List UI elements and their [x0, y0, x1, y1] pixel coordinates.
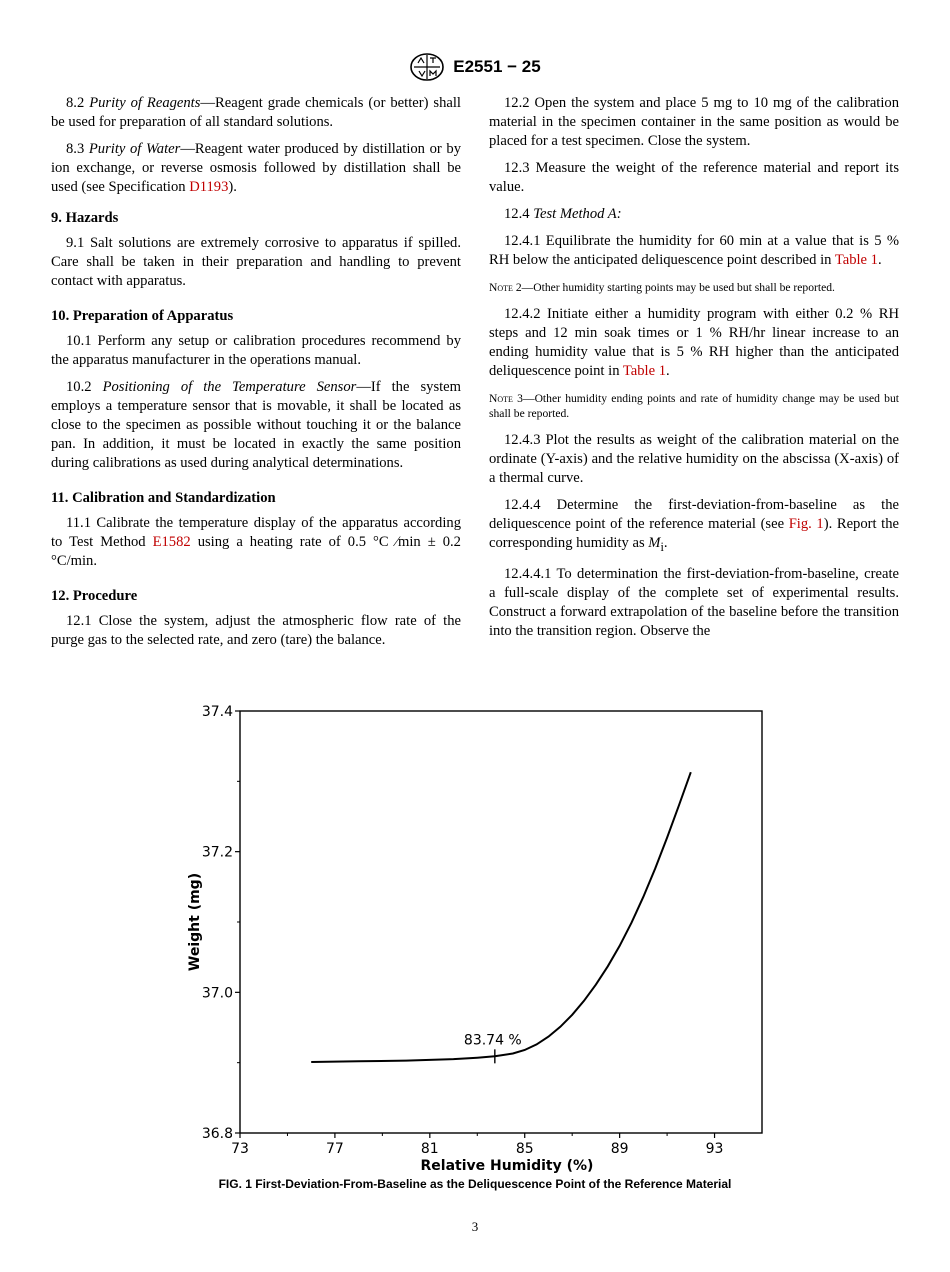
- link-e1582[interactable]: E1582: [152, 534, 191, 550]
- left-column: [51, 94, 461, 658]
- x-tick-label: 73: [231, 1141, 249, 1157]
- weight-humidity-chart: [175, 700, 775, 1175]
- weight-curve: [311, 772, 691, 1062]
- x-tick-label: 85: [515, 1141, 534, 1157]
- section-12-4-1: 12.4.1 Equilibrate the humidity for 60 min at a value that is 5 % RH below the anticipated deliquescence point described in Table 1.: [489, 233, 899, 268]
- y-axis-label: Weight (mg): [187, 872, 203, 972]
- section-8-2: 8.2 Purity of Reagents—Reagent grade chemicals (or better) shall be used for preparation of all standard solutions.: [51, 95, 461, 130]
- section-12-4-3: 12.4.3 Plot the results as weight of the calibration material on the ordinate (Y-axis) and the relative humidity on the abscissa (X-axis) of a thermal curve.: [489, 432, 899, 486]
- link-fig-1[interactable]: Fig. 1: [788, 516, 824, 532]
- figure-1: [175, 700, 775, 1175]
- y-tick-label: 37.0: [201, 985, 233, 1002]
- x-tick-label: 77: [325, 1141, 344, 1157]
- section-10-2: 10.2 Positioning of the Temperature Sensor—If the system employs a temperature sensor that is movable, it shall be located as close to the specimen as possible without touching it or the balance pan. In addition, it must be located in exactly the same position during calibrations as used during analytical determinations.: [51, 379, 462, 471]
- astm-logo-icon: [409, 52, 445, 82]
- page-header: [0, 52, 950, 82]
- heading-procedure: 12. Procedure: [51, 588, 138, 604]
- x-tick-label: 81: [420, 1141, 439, 1157]
- x-tick-label: 89: [610, 1141, 629, 1157]
- x-tick-label: 93: [705, 1141, 724, 1157]
- y-tick-label: 37.4: [201, 704, 233, 720]
- section-11-1: 11.1 Calibrate the temperature display of the apparatus according to Test Method E1582 using a heating rate of 0.5 °C ⁄min ± 0.2 °C/min.: [51, 515, 461, 569]
- note-2: Note 2—Other humidity starting points may be used but shall be reported.: [489, 281, 835, 294]
- heading-hazards: 9. Hazards: [51, 210, 119, 226]
- section-12-1: 12.1 Close the system, adjust the atmospheric flow rate of the purge gas to the selected rate, and zero (tare) the balance.: [51, 613, 461, 648]
- x-axis-ticks: [231, 1133, 723, 1157]
- x-axis-label: Relative Humidity (%): [420, 1158, 594, 1174]
- document-code: E2551 − 25: [453, 57, 541, 76]
- section-12-4-4: 12.4.4 Determine the first-deviation-from-baseline as the deliquescence point of the reference material (see Fig. 1). Report the corresponding humidity as $M_i$.: [489, 497, 900, 554]
- heading-preparation: 10. Preparation of Apparatus: [51, 308, 234, 324]
- section-9-1: 9.1 Salt solutions are extremely corrosive to apparatus if spilled. Care shall be taken in their preparation and handling to prevent contact with apparatus.: [51, 235, 461, 289]
- page-number: 3: [471, 1219, 479, 1234]
- section-12-4: 12.4 Test Method A:: [504, 206, 622, 222]
- note-3: Note 3—Other humidity ending points and rate of humidity change may be used but shall be reported.: [489, 392, 899, 420]
- figure-caption: FIG. 1 First-Deviation-From-Baseline as the Deliquescence Point of the Reference Material: [218, 1177, 732, 1191]
- right-column: [489, 94, 899, 649]
- heading-calibration: 11. Calibration and Standardization: [51, 490, 276, 506]
- section-12-4-4-1: 12.4.4.1 To determination the first-deviation-from-baseline, create a full-scale display of the complete set of experimental results. Construct a forward extrapolation of the baseline before the transition into the transition region. Observe the: [489, 565, 899, 639]
- section-12-3: 12.3 Measure the weight of the reference material and report its value.: [489, 160, 899, 195]
- section-10-1: 10.1 Perform any setup or calibration procedures recommend by the apparatus manufacturer in the operations manual.: [51, 333, 461, 368]
- link-table-1[interactable]: Table 1: [834, 252, 878, 268]
- link-table-1-b[interactable]: Table 1: [622, 363, 667, 379]
- deviation-label: 83.74 %: [463, 1032, 522, 1049]
- link-d1193[interactable]: D1193: [189, 179, 229, 195]
- section-12-4-2: 12.4.2 Initiate either a humidity program with either 0.2 % RH steps and 12 min soak times or 1 % RH/hr linear increase to an ending humidity value that is 5 % RH higher than the anticipated deliquescence point in Table 1.: [489, 306, 899, 379]
- plot-frame: [240, 711, 762, 1133]
- y-tick-label: 36.8: [201, 1126, 233, 1142]
- y-axis-ticks: [202, 704, 240, 1142]
- section-12-2: 12.2 Open the system and place 5 mg to 10 mg of the calibration material in the specimen container in the same position as would be placed for a test specimen. Close the system.: [489, 95, 899, 149]
- section-8-3: 8.3 Purity of Water—Reagent water produced by distillation or by ion exchange, or reverse osmosis followed by distillation shall be used (see Specification D1193).: [51, 141, 461, 195]
- y-tick-label: 37.2: [201, 844, 233, 861]
